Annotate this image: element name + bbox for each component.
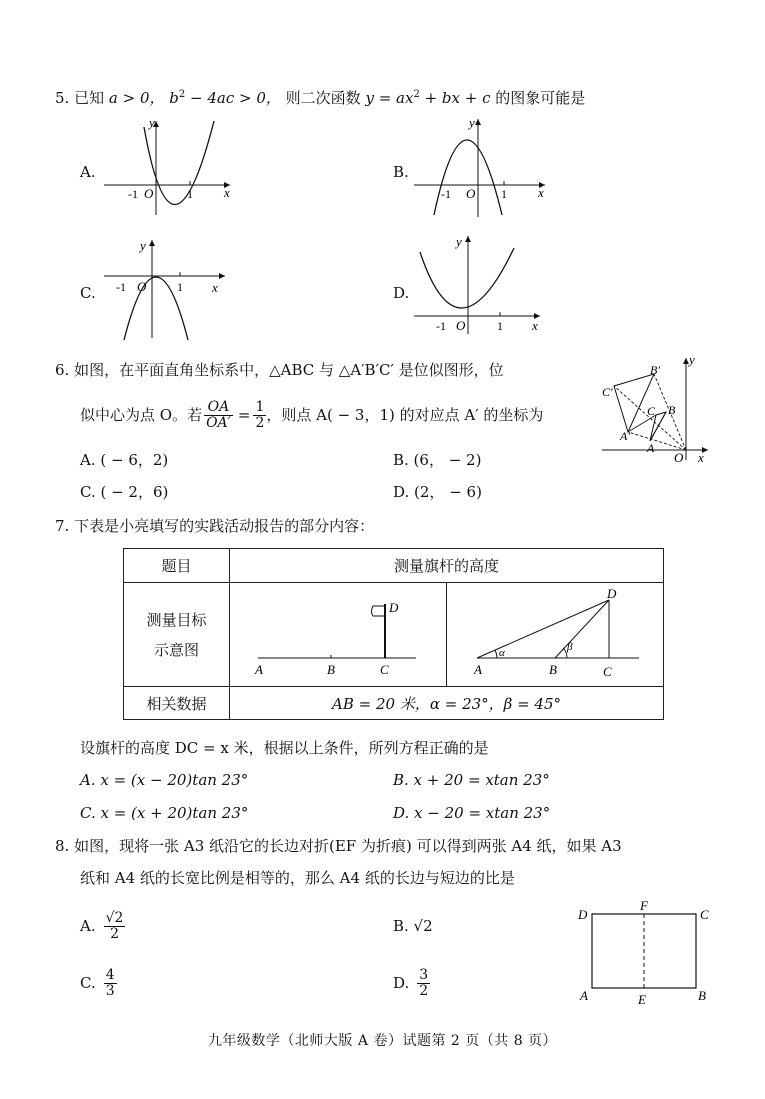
q8-option-b[interactable]: B. √2 (393, 917, 433, 935)
q6-option-c[interactable]: C. ( − 2，6) (80, 483, 169, 501)
q5-option-d[interactable]: D. (393, 284, 410, 302)
fig8-b: B (698, 988, 706, 1003)
q5-graph-c (100, 236, 235, 346)
origin-label: O (466, 186, 476, 201)
q7-stem: 7. 下表是小亮填写的实践活动报告的部分内容： (55, 517, 375, 535)
fig-b: B (668, 403, 676, 417)
axis-y-label: y (149, 115, 155, 130)
q7-row2-head: 测量目标 示意图 (124, 583, 230, 687)
fig-b-prime: B′ (650, 363, 660, 377)
fig8-f: F (640, 898, 648, 913)
axis-x-label: x (212, 280, 218, 295)
axis-x-label: x (224, 185, 230, 200)
q6-option-b[interactable]: B. (6， − 2) (393, 451, 482, 469)
q8-figure (574, 898, 714, 1008)
q7-number: 7. (55, 517, 70, 535)
q5-option-a[interactable]: A. (80, 163, 96, 181)
q7-option-b[interactable]: B. x + 20 = xtan 23° (393, 771, 550, 789)
fig2-d: D (607, 585, 617, 601)
q7-option-c[interactable]: C. x = (x + 20)tan 23° (80, 804, 249, 822)
q8-line1: 8. 如图，现将一张 A3 纸沿它的长边对折(EF 为折痕) 可以得到两张 A4 纸，如果 A3 (55, 837, 622, 855)
q6-option-d[interactable]: D. (2， − 6) (393, 483, 482, 501)
q6-option-a[interactable]: A. ( − 6，2) (80, 451, 169, 469)
q5-option-c[interactable]: C. (80, 284, 96, 302)
q6-line1: 6. 如图，在平面直角坐标系中，△ABC 与 △A′B′C′ 是位似图形，位 (55, 361, 504, 379)
fig-c: C (647, 404, 656, 418)
fig8-e: E (638, 992, 646, 1007)
q7-row3-head: 相关数据 (124, 687, 230, 720)
fig-a-prime: A′ (620, 429, 630, 443)
origin-label: O (456, 318, 466, 333)
fig-y: y (689, 352, 695, 367)
fig-o: O (674, 450, 684, 465)
q7-figure-triangle (447, 584, 663, 686)
tick-neg1: -1 (116, 280, 126, 294)
q6-half-fraction: $\frac{1}{2}$ (255, 398, 265, 431)
axis-y-label: y (469, 115, 475, 130)
tick-neg1: -1 (441, 187, 451, 201)
q7-table (123, 548, 664, 720)
q8-number: 8. (55, 837, 70, 855)
axis-y-label: y (456, 234, 462, 249)
q7-row1-val: 测量旗杆的高度 (230, 549, 664, 583)
q7-figure-flagpole (230, 584, 444, 686)
q8-line2: 纸和 A4 纸的长宽比例是相等的，那么 A4 纸的长边与短边的比是 (80, 869, 515, 887)
tick-1: 1 (501, 187, 507, 201)
q7-figure-2-cell (447, 583, 664, 687)
fig1-b: B (327, 661, 335, 677)
fig2-b: B (549, 661, 557, 677)
fig-x: x (698, 450, 704, 465)
q6-ratio-fraction: $\frac{OA}{OA'}$ (206, 398, 231, 431)
fig8-a: A (580, 988, 588, 1003)
q5-graph-a (100, 115, 240, 225)
fig1-d: D (389, 599, 399, 615)
q8-option-c[interactable]: C. $\frac{4}{3}$ (80, 966, 115, 999)
q5-graph-b (410, 115, 555, 225)
q8-option-d[interactable]: D. $\frac{3}{2}$ (393, 966, 429, 999)
fig2-c: C (603, 663, 612, 679)
tick-1: 1 (177, 280, 183, 294)
q7-option-a[interactable]: A. x = (x − 20)tan 23° (80, 771, 249, 789)
q6-figure (600, 352, 720, 467)
q7-row3-val: AB = 20 米，α = 23°，β = 45° (230, 687, 664, 720)
axis-x-label: x (538, 185, 544, 200)
fig2-alpha: α (499, 646, 505, 659)
tick-1: 1 (187, 187, 193, 201)
origin-label: O (144, 186, 154, 201)
q5-graph-d (410, 230, 550, 340)
fig1-c: C (380, 661, 389, 677)
tick-neg1: -1 (436, 319, 446, 333)
fig2-a: A (474, 661, 482, 677)
q5-option-b[interactable]: B. (393, 163, 409, 181)
q8-option-a[interactable]: A. $\frac{√2}{2}$ (80, 909, 124, 942)
tick-1: 1 (497, 319, 503, 333)
q5-stem: 5. 已知 a > 0， $b^2 - 4ac > 0$， 则二次函数 $y = ax^2$ + bx + c 的图象可能是 (55, 89, 586, 107)
axis-x-label: x (532, 318, 538, 333)
fig-a: A (647, 441, 655, 455)
tick-neg1: -1 (128, 187, 138, 201)
fig1-a: A (255, 661, 263, 677)
axis-y-label: y (140, 238, 146, 253)
q7-option-d[interactable]: D. x − 20 = xtan 23° (393, 804, 551, 822)
q7-row1-head: 题目 (124, 549, 230, 583)
fig2-beta: β (567, 640, 573, 653)
q6-number: 6. (55, 361, 70, 379)
fig-c-prime: C′ (602, 385, 613, 399)
q6-line2: 似中心为点 O。若 $\frac{OA}{OA'}$ = $\frac{1}{2}$ ，则点 A( − 3，1) 的对应点 A′ 的坐标为 (80, 398, 544, 431)
q5-number: 5. (55, 89, 70, 107)
origin-label: O (137, 279, 147, 294)
page-footer: 九年级数学（北师大版 A 卷）试题第 2 页（共 8 页） (207, 1033, 558, 1049)
q7-figure-1-cell (230, 583, 447, 687)
fig8-d: D (578, 907, 588, 922)
fig8-c: C (700, 907, 709, 922)
q7-after: 设旗杆的高度 DC = x 米，根据以上条件，所列方程正确的是 (80, 739, 489, 757)
